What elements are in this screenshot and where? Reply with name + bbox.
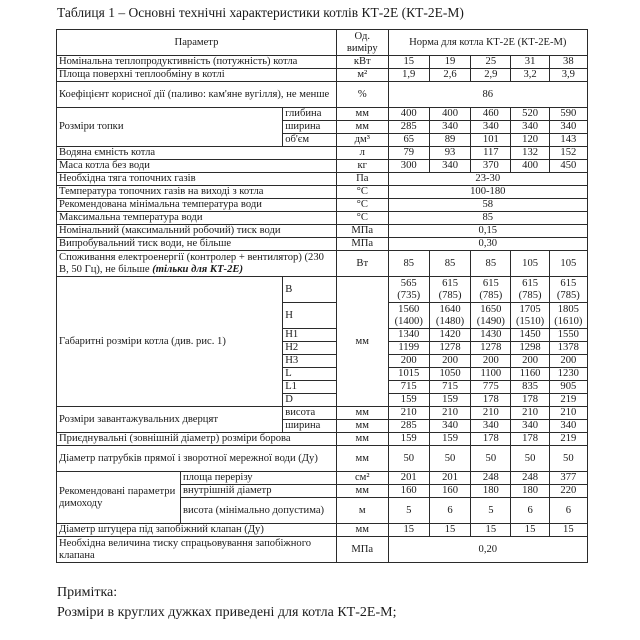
value-cell: 5	[471, 498, 511, 524]
value-cell: 15	[388, 524, 429, 537]
value-cell: 200	[549, 355, 587, 368]
table-row	[57, 212, 588, 225]
value-cell: 6	[549, 498, 587, 524]
value-cell: 1560 (1400)	[388, 303, 429, 329]
value-cell: 101	[471, 134, 511, 147]
value-cell: 1199	[388, 342, 429, 355]
table-row	[57, 537, 588, 563]
sub-label: D	[283, 394, 337, 407]
value-cell: 520	[511, 108, 549, 121]
table-row	[57, 277, 588, 303]
value-cell: 178	[511, 394, 549, 407]
value-cell: 715	[429, 381, 470, 394]
value-cell: 1650 (1490)	[471, 303, 511, 329]
value-cell: 31	[511, 56, 549, 69]
value-cell: 615 (785)	[429, 277, 470, 303]
table-row	[57, 160, 588, 173]
value-cell: 220	[549, 485, 587, 498]
param-label: Випробувальний тиск води, не більше	[57, 238, 337, 251]
value-cell: 19	[429, 56, 470, 69]
sub-label: H3	[283, 355, 337, 368]
table-row	[57, 472, 588, 485]
value-cell: 201	[388, 472, 429, 485]
specs-table	[56, 29, 588, 563]
unit-cell: м	[336, 498, 388, 524]
sub-label: висота (мінімально допустима)	[180, 498, 336, 524]
unit-cell: °C	[336, 199, 388, 212]
param-label: Рекомендована мінімальна температура води	[57, 199, 337, 212]
value-cell: 50	[511, 446, 549, 472]
table-row	[57, 524, 588, 537]
value-cell: 248	[471, 472, 511, 485]
sub-label: ширина	[283, 121, 337, 134]
table-row	[57, 199, 588, 212]
value-cell: 201	[429, 472, 470, 485]
value-cell: 120	[511, 134, 549, 147]
value-cell: 400	[429, 108, 470, 121]
value-cell: 340	[429, 160, 470, 173]
table-row	[57, 446, 588, 472]
sub-label: H2	[283, 342, 337, 355]
electric-label-note: (тільки для КТ-2Е)	[152, 263, 243, 275]
table-row	[57, 225, 588, 238]
value-cell: 1050	[429, 368, 470, 381]
param-label: Маса котла без води	[57, 160, 337, 173]
sub-label: H	[283, 303, 337, 329]
value-cell: 3,9	[549, 69, 587, 82]
value-cell: 1015	[388, 368, 429, 381]
value-cell: 5	[388, 498, 429, 524]
value-cell: 340	[429, 121, 470, 134]
param-label: Розміри топки	[57, 108, 283, 147]
value-cell: 835	[511, 381, 549, 394]
value-cell: 1160	[511, 368, 549, 381]
param-label: Коефіцієнт корисної дії (паливо: кам'яне вугілля), не менше	[57, 82, 337, 108]
sub-label: об'єм	[283, 134, 337, 147]
value-cell: 219	[549, 433, 587, 446]
param-label: Рекомендовані параметри димоходу	[57, 472, 181, 524]
value-cell: 905	[549, 381, 587, 394]
value-cell: 152	[549, 147, 587, 160]
sub-label: B	[283, 277, 337, 303]
value-cell: 0,30	[388, 238, 587, 251]
value-cell: 1430	[471, 329, 511, 342]
param-label: Діаметр патрубків прямої і зворотної мережної води (Ду)	[57, 446, 337, 472]
value-cell: 15	[471, 524, 511, 537]
unit-cell: л	[336, 147, 388, 160]
param-label: Водяна ємність котла	[57, 147, 337, 160]
value-cell: 210	[549, 407, 587, 420]
header-norm: Норма для котла КТ-2Е (КТ-2Е-М)	[388, 30, 587, 56]
unit-cell: МПа	[336, 225, 388, 238]
unit-cell: м²	[336, 69, 388, 82]
param-label: Площа поверхні теплообміну в котлі	[57, 69, 337, 82]
table-row	[57, 147, 588, 160]
sub-label: L1	[283, 381, 337, 394]
param-label: Необхідна величина тиску спрацьовування запобіжного клапана	[57, 537, 337, 563]
value-cell: 1640 (1480)	[429, 303, 470, 329]
param-label: Необхідна тяга топочних газів	[57, 173, 337, 186]
unit-cell: дм³	[336, 134, 388, 147]
unit-cell: Вт	[336, 251, 388, 277]
unit-cell: мм	[336, 420, 388, 433]
value-cell: 2,6	[429, 69, 470, 82]
value-cell: 143	[549, 134, 587, 147]
table-row	[57, 238, 588, 251]
value-cell: 340	[511, 420, 549, 433]
table-row	[57, 173, 588, 186]
value-cell: 105	[549, 251, 587, 277]
unit-cell: мм	[336, 524, 388, 537]
value-cell: 1100	[471, 368, 511, 381]
unit-cell: °C	[336, 186, 388, 199]
value-cell: 180	[471, 485, 511, 498]
value-cell: 200	[388, 355, 429, 368]
unit-cell: мм	[336, 446, 388, 472]
value-cell: 159	[429, 433, 470, 446]
param-label: Габаритні розміри котла (див. рис. 1)	[57, 277, 283, 407]
table-row	[57, 186, 588, 199]
value-cell: 1,9	[388, 69, 429, 82]
value-cell: 85	[388, 212, 587, 225]
value-cell: 178	[511, 433, 549, 446]
value-cell: 117	[471, 147, 511, 160]
param-label: Максимальна температура води	[57, 212, 337, 225]
sub-label: L	[283, 368, 337, 381]
table-row	[57, 56, 588, 69]
value-cell: 1340	[388, 329, 429, 342]
header-param: Параметр	[57, 30, 337, 56]
value-cell: 180	[511, 485, 549, 498]
value-cell: 65	[388, 134, 429, 147]
sub-label: H1	[283, 329, 337, 342]
value-cell: 15	[388, 56, 429, 69]
table-row	[57, 433, 588, 446]
value-cell: 85	[471, 251, 511, 277]
value-cell: 450	[549, 160, 587, 173]
unit-cell: см²	[336, 472, 388, 485]
specs-table-body	[57, 30, 588, 563]
value-cell: 1420	[429, 329, 470, 342]
value-cell: 285	[388, 121, 429, 134]
unit-cell: мм	[336, 108, 388, 121]
value-cell: 340	[511, 121, 549, 134]
value-cell: 50	[549, 446, 587, 472]
value-cell: 300	[388, 160, 429, 173]
unit-cell: мм	[336, 407, 388, 420]
value-cell: 178	[471, 433, 511, 446]
value-cell: 248	[511, 472, 549, 485]
value-cell: 1550	[549, 329, 587, 342]
unit-cell: МПа	[336, 238, 388, 251]
value-cell: 615 (785)	[549, 277, 587, 303]
table-row	[57, 108, 588, 121]
value-cell: 3,2	[511, 69, 549, 82]
value-cell: 100-180	[388, 186, 587, 199]
value-cell: 340	[471, 420, 511, 433]
value-cell: 377	[549, 472, 587, 485]
value-cell: 159	[388, 433, 429, 446]
value-cell: 615 (785)	[511, 277, 549, 303]
sub-label: внутрішній діаметр	[180, 485, 336, 498]
sub-label: площа перерізу	[180, 472, 336, 485]
value-cell: 85	[429, 251, 470, 277]
value-cell: 340	[549, 121, 587, 134]
param-label	[57, 251, 337, 277]
value-cell: 200	[511, 355, 549, 368]
value-cell: 210	[429, 407, 470, 420]
value-cell: 50	[388, 446, 429, 472]
value-cell: 15	[511, 524, 549, 537]
note-title: Примітка:	[57, 585, 118, 600]
param-label: Номінальний (максимальний робочий) тиск води	[57, 225, 337, 238]
value-cell: 23-30	[388, 173, 587, 186]
value-cell: 715	[388, 381, 429, 394]
value-cell: 2,9	[471, 69, 511, 82]
value-cell: 159	[429, 394, 470, 407]
value-cell: 93	[429, 147, 470, 160]
value-cell: 565 (735)	[388, 277, 429, 303]
value-cell: 105	[511, 251, 549, 277]
value-cell: 400	[388, 108, 429, 121]
table-caption: Таблиця 1 – Основні технічні характеристики котлів КТ-2Е (КТ-2Е-М)	[57, 5, 464, 20]
value-cell: 25	[471, 56, 511, 69]
value-cell: 200	[471, 355, 511, 368]
electric-label: Споживання електроенергії (контролер + вентилятор) (230 В, 50 Гц), не більше	[59, 252, 324, 275]
sub-label: ширина	[283, 420, 337, 433]
value-cell: 85	[388, 251, 429, 277]
unit-cell: Па	[336, 173, 388, 186]
value-cell: 15	[429, 524, 470, 537]
unit-cell: мм	[336, 121, 388, 134]
value-cell: 1705 (1510)	[511, 303, 549, 329]
note-text: Розміри в круглих дужках приведені для котла КТ-2Е-М;	[57, 605, 397, 620]
value-cell: 86	[388, 82, 587, 108]
value-cell: 132	[511, 147, 549, 160]
value-cell: 160	[429, 485, 470, 498]
param-label: Діаметр штуцера під запобіжний клапан (Ду)	[57, 524, 337, 537]
value-cell: 6	[511, 498, 549, 524]
unit-cell: °C	[336, 212, 388, 225]
param-label: Розміри завантажувальних дверцят	[57, 407, 283, 433]
value-cell: 79	[388, 147, 429, 160]
value-cell: 178	[471, 394, 511, 407]
value-cell: 340	[549, 420, 587, 433]
value-cell: 200	[429, 355, 470, 368]
param-label: Температура топочних газів на виході з котла	[57, 186, 337, 199]
value-cell: 285	[388, 420, 429, 433]
value-cell: 58	[388, 199, 587, 212]
param-label: Приєднувальні (зовнішній діаметр) розміри борова	[57, 433, 337, 446]
value-cell: 590	[549, 108, 587, 121]
value-cell: 340	[471, 121, 511, 134]
header-row	[57, 30, 588, 56]
value-cell: 1805 (1610)	[549, 303, 587, 329]
value-cell: 370	[471, 160, 511, 173]
value-cell: 0,15	[388, 225, 587, 238]
value-cell: 1378	[549, 342, 587, 355]
unit-cell: кВт	[336, 56, 388, 69]
value-cell: 210	[388, 407, 429, 420]
value-cell: 340	[429, 420, 470, 433]
value-cell: 159	[388, 394, 429, 407]
unit-cell: МПа	[336, 537, 388, 563]
value-cell: 50	[471, 446, 511, 472]
value-cell: 210	[511, 407, 549, 420]
value-cell: 219	[549, 394, 587, 407]
unit-cell: мм	[336, 485, 388, 498]
sub-label: глибина	[283, 108, 337, 121]
value-cell: 400	[511, 160, 549, 173]
value-cell: 460	[471, 108, 511, 121]
value-cell: 15	[549, 524, 587, 537]
value-cell: 1278	[429, 342, 470, 355]
value-cell: 38	[549, 56, 587, 69]
value-cell: 1450	[511, 329, 549, 342]
table-row	[57, 251, 588, 277]
table-row	[57, 407, 588, 420]
value-cell: 1298	[511, 342, 549, 355]
unit-cell: %	[336, 82, 388, 108]
header-unit: Од. виміру	[336, 30, 388, 56]
value-cell: 210	[471, 407, 511, 420]
value-cell: 50	[429, 446, 470, 472]
value-cell: 615 (785)	[471, 277, 511, 303]
value-cell: 775	[471, 381, 511, 394]
value-cell: 1278	[471, 342, 511, 355]
value-cell: 6	[429, 498, 470, 524]
value-cell: 160	[388, 485, 429, 498]
table-row	[57, 82, 588, 108]
value-cell: 89	[429, 134, 470, 147]
value-cell: 1230	[549, 368, 587, 381]
table-row	[57, 69, 588, 82]
unit-cell: кг	[336, 160, 388, 173]
value-cell: 0,20	[388, 537, 587, 563]
unit-cell: мм	[336, 433, 388, 446]
sub-label: висота	[283, 407, 337, 420]
param-label: Номінальна теплопродуктивність (потужність) котла	[57, 56, 337, 69]
unit-cell: мм	[336, 277, 388, 407]
